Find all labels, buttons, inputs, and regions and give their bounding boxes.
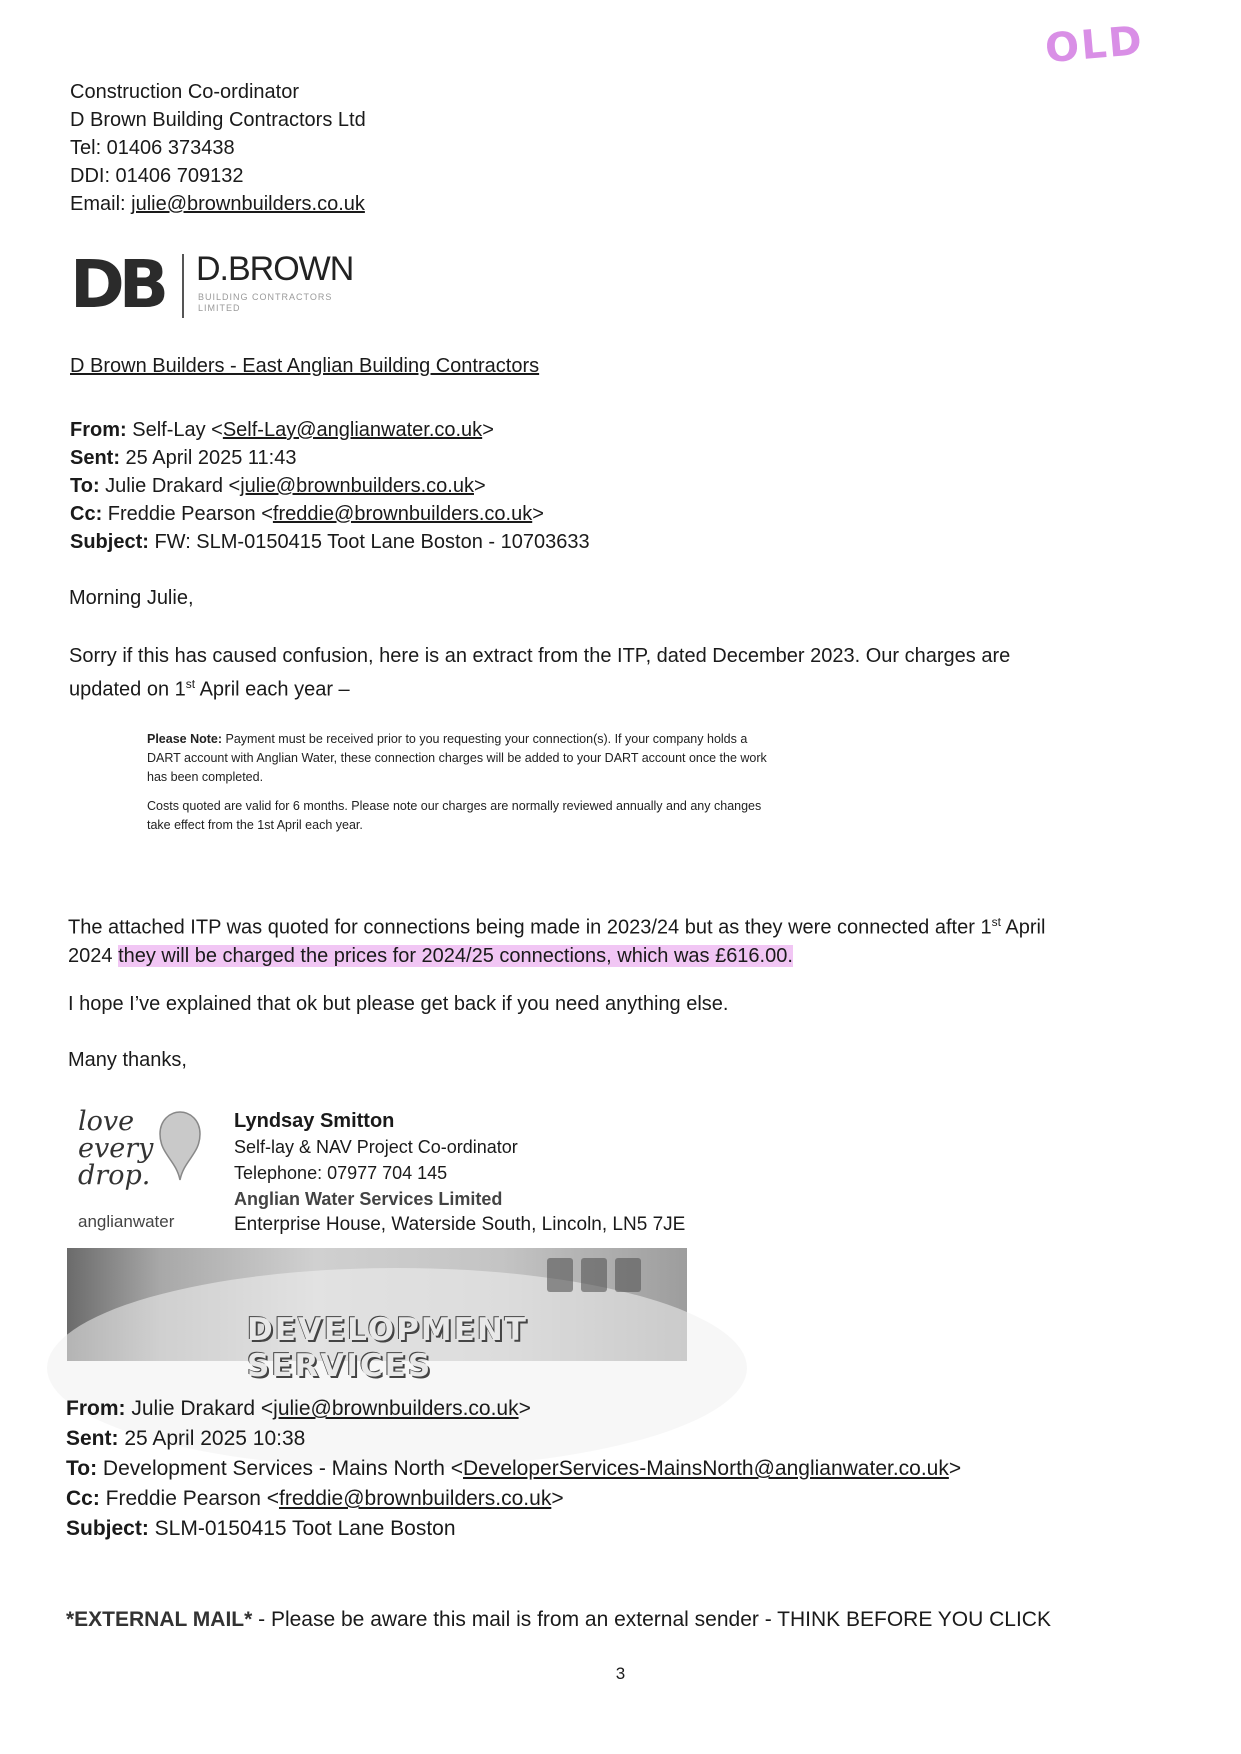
- contact-email-link[interactable]: julie@brownbuilders.co.uk: [131, 193, 365, 215]
- email2-to-email[interactable]: DeveloperServices-MainsNorth@anglianwater.co.uk: [462, 1457, 949, 1480]
- email-header-1: [70, 416, 590, 556]
- sender-contact-block: [70, 78, 366, 218]
- email2-cc-email[interactable]: freddie@brownbuilders.co.uk: [279, 1487, 552, 1510]
- signature-title: Self-lay & NAV Project Co-ordinator: [234, 1137, 518, 1157]
- signoff: Many thanks,: [68, 1049, 187, 1071]
- email1-sent: Sent: 25 April 2025 11:43: [70, 447, 297, 469]
- paragraph-3: I hope I’ve explained that ok but please get back if you need anything else.: [68, 993, 729, 1015]
- logo-subtitle: BUILDING CONTRACTORS LIMITED: [198, 292, 333, 313]
- email2-to: To: Development Services - Mains North <DeveloperServices-MainsNorth@anglianwater.co.uk>: [66, 1457, 962, 1480]
- email2-subject: Subject: SLM-0150415 Toot Lane Boston: [66, 1517, 456, 1540]
- external-mail-label: *EXTERNAL MAIL*: [66, 1608, 253, 1631]
- logo-drop: drop.: [78, 1160, 151, 1191]
- development-services-banner: [67, 1248, 687, 1384]
- signature-name: Lyndsay Smitton: [234, 1110, 395, 1132]
- email2-sent: Sent: 25 April 2025 10:38: [66, 1427, 306, 1450]
- highlighted-charge-text: they will be charged the prices for 2024/25 connections, which was £616.00.: [118, 944, 793, 967]
- email1-to: To: Julie Drakard <julie@brownbuilders.co.uk>: [70, 475, 486, 497]
- contact-role: Construction Co-ordinator: [70, 81, 299, 103]
- anglian-water-logo: [76, 1108, 206, 1238]
- water-drop-icon: [156, 1110, 204, 1182]
- email-header-2: [66, 1394, 961, 1544]
- contact-email-line: [70, 190, 366, 218]
- paragraph-2: The attached ITP was quoted for connections being made in 2023/24 but as they were connected after 1st April 2024 they will be charged the prices for 2024/25 connections, which was £616.00.: [68, 915, 1046, 967]
- email2-from-email[interactable]: julie@brownbuilders.co.uk: [273, 1397, 519, 1420]
- external-mail-warning: *EXTERNAL MAIL* - Please be aware this mail is from an external sender - THINK BEFORE YOU CLICK: [66, 1608, 1051, 1631]
- logo-name: D.BROWN: [196, 250, 354, 288]
- old-stamp: OLD: [1043, 17, 1146, 73]
- paragraph-1: Sorry if this has caused confusion, here is an extract from the ITP, dated December 2023. Our charges are updated on 1st April each year –: [69, 645, 1011, 701]
- award-icons: [547, 1258, 657, 1298]
- email2-from: From: Julie Drakard <julie@brownbuilders.co.uk>: [66, 1397, 531, 1420]
- contact-company: D Brown Building Contractors Ltd: [70, 109, 366, 131]
- itp-extract-note: Please Note: Payment must be received prior to you requesting your connection(s). If your company holds a DART account with Anglian Water, these connection charges will be added to your DART account once the work has been completed. Costs quoted are valid for 6 months. Please note our charges are normally reviewed annually and any changes take effect from the 1st April each year.: [147, 732, 767, 832]
- email1-cc-email[interactable]: freddie@brownbuilders.co.uk: [272, 503, 533, 525]
- company-website-link[interactable]: D Brown Builders - East Anglian Building Contractors: [70, 355, 540, 377]
- signature-address: Enterprise House, Waterside South, Lincoln, LN5 7JE: [234, 1214, 686, 1235]
- d-brown-logo: [70, 246, 370, 323]
- banner-title: DEVELOPMENT SERVICES: [247, 1312, 528, 1384]
- logo-brand: anglianwater: [78, 1212, 175, 1231]
- email1-subject: Subject: FW: SLM-0150415 Toot Lane Boston - 10703633: [70, 531, 590, 553]
- greeting: Morning Julie,: [69, 587, 194, 609]
- signature-details: [234, 1108, 685, 1238]
- page-number: 3: [615, 1664, 626, 1683]
- logo-divider: [182, 254, 184, 318]
- signature-phone: Telephone: 07977 704 145: [234, 1163, 448, 1183]
- db-logo-mark: DB: [70, 246, 164, 323]
- contact-email-label: Email:: [70, 193, 132, 215]
- email1-cc: Cc: Freddie Pearson <freddie@brownbuilders.co.uk>: [70, 503, 544, 525]
- signature-company: Anglian Water Services Limited: [234, 1189, 503, 1209]
- contact-ddi: DDI: 01406 709132: [70, 165, 244, 187]
- note-label: Please Note:: [147, 732, 223, 746]
- email1-to-email[interactable]: julie@brownbuilders.co.uk: [240, 475, 474, 497]
- email1-from: From: Self-Lay <Self-Lay@anglianwater.co.uk>: [70, 419, 494, 441]
- email1-from-email[interactable]: Self-Lay@anglianwater.co.uk: [222, 419, 483, 441]
- logo-love: love: [78, 1106, 135, 1137]
- contact-tel: Tel: 01406 373438: [70, 137, 235, 159]
- logo-every: every: [78, 1133, 154, 1164]
- email2-cc: Cc: Freddie Pearson <freddie@brownbuilders.co.uk>: [66, 1487, 564, 1510]
